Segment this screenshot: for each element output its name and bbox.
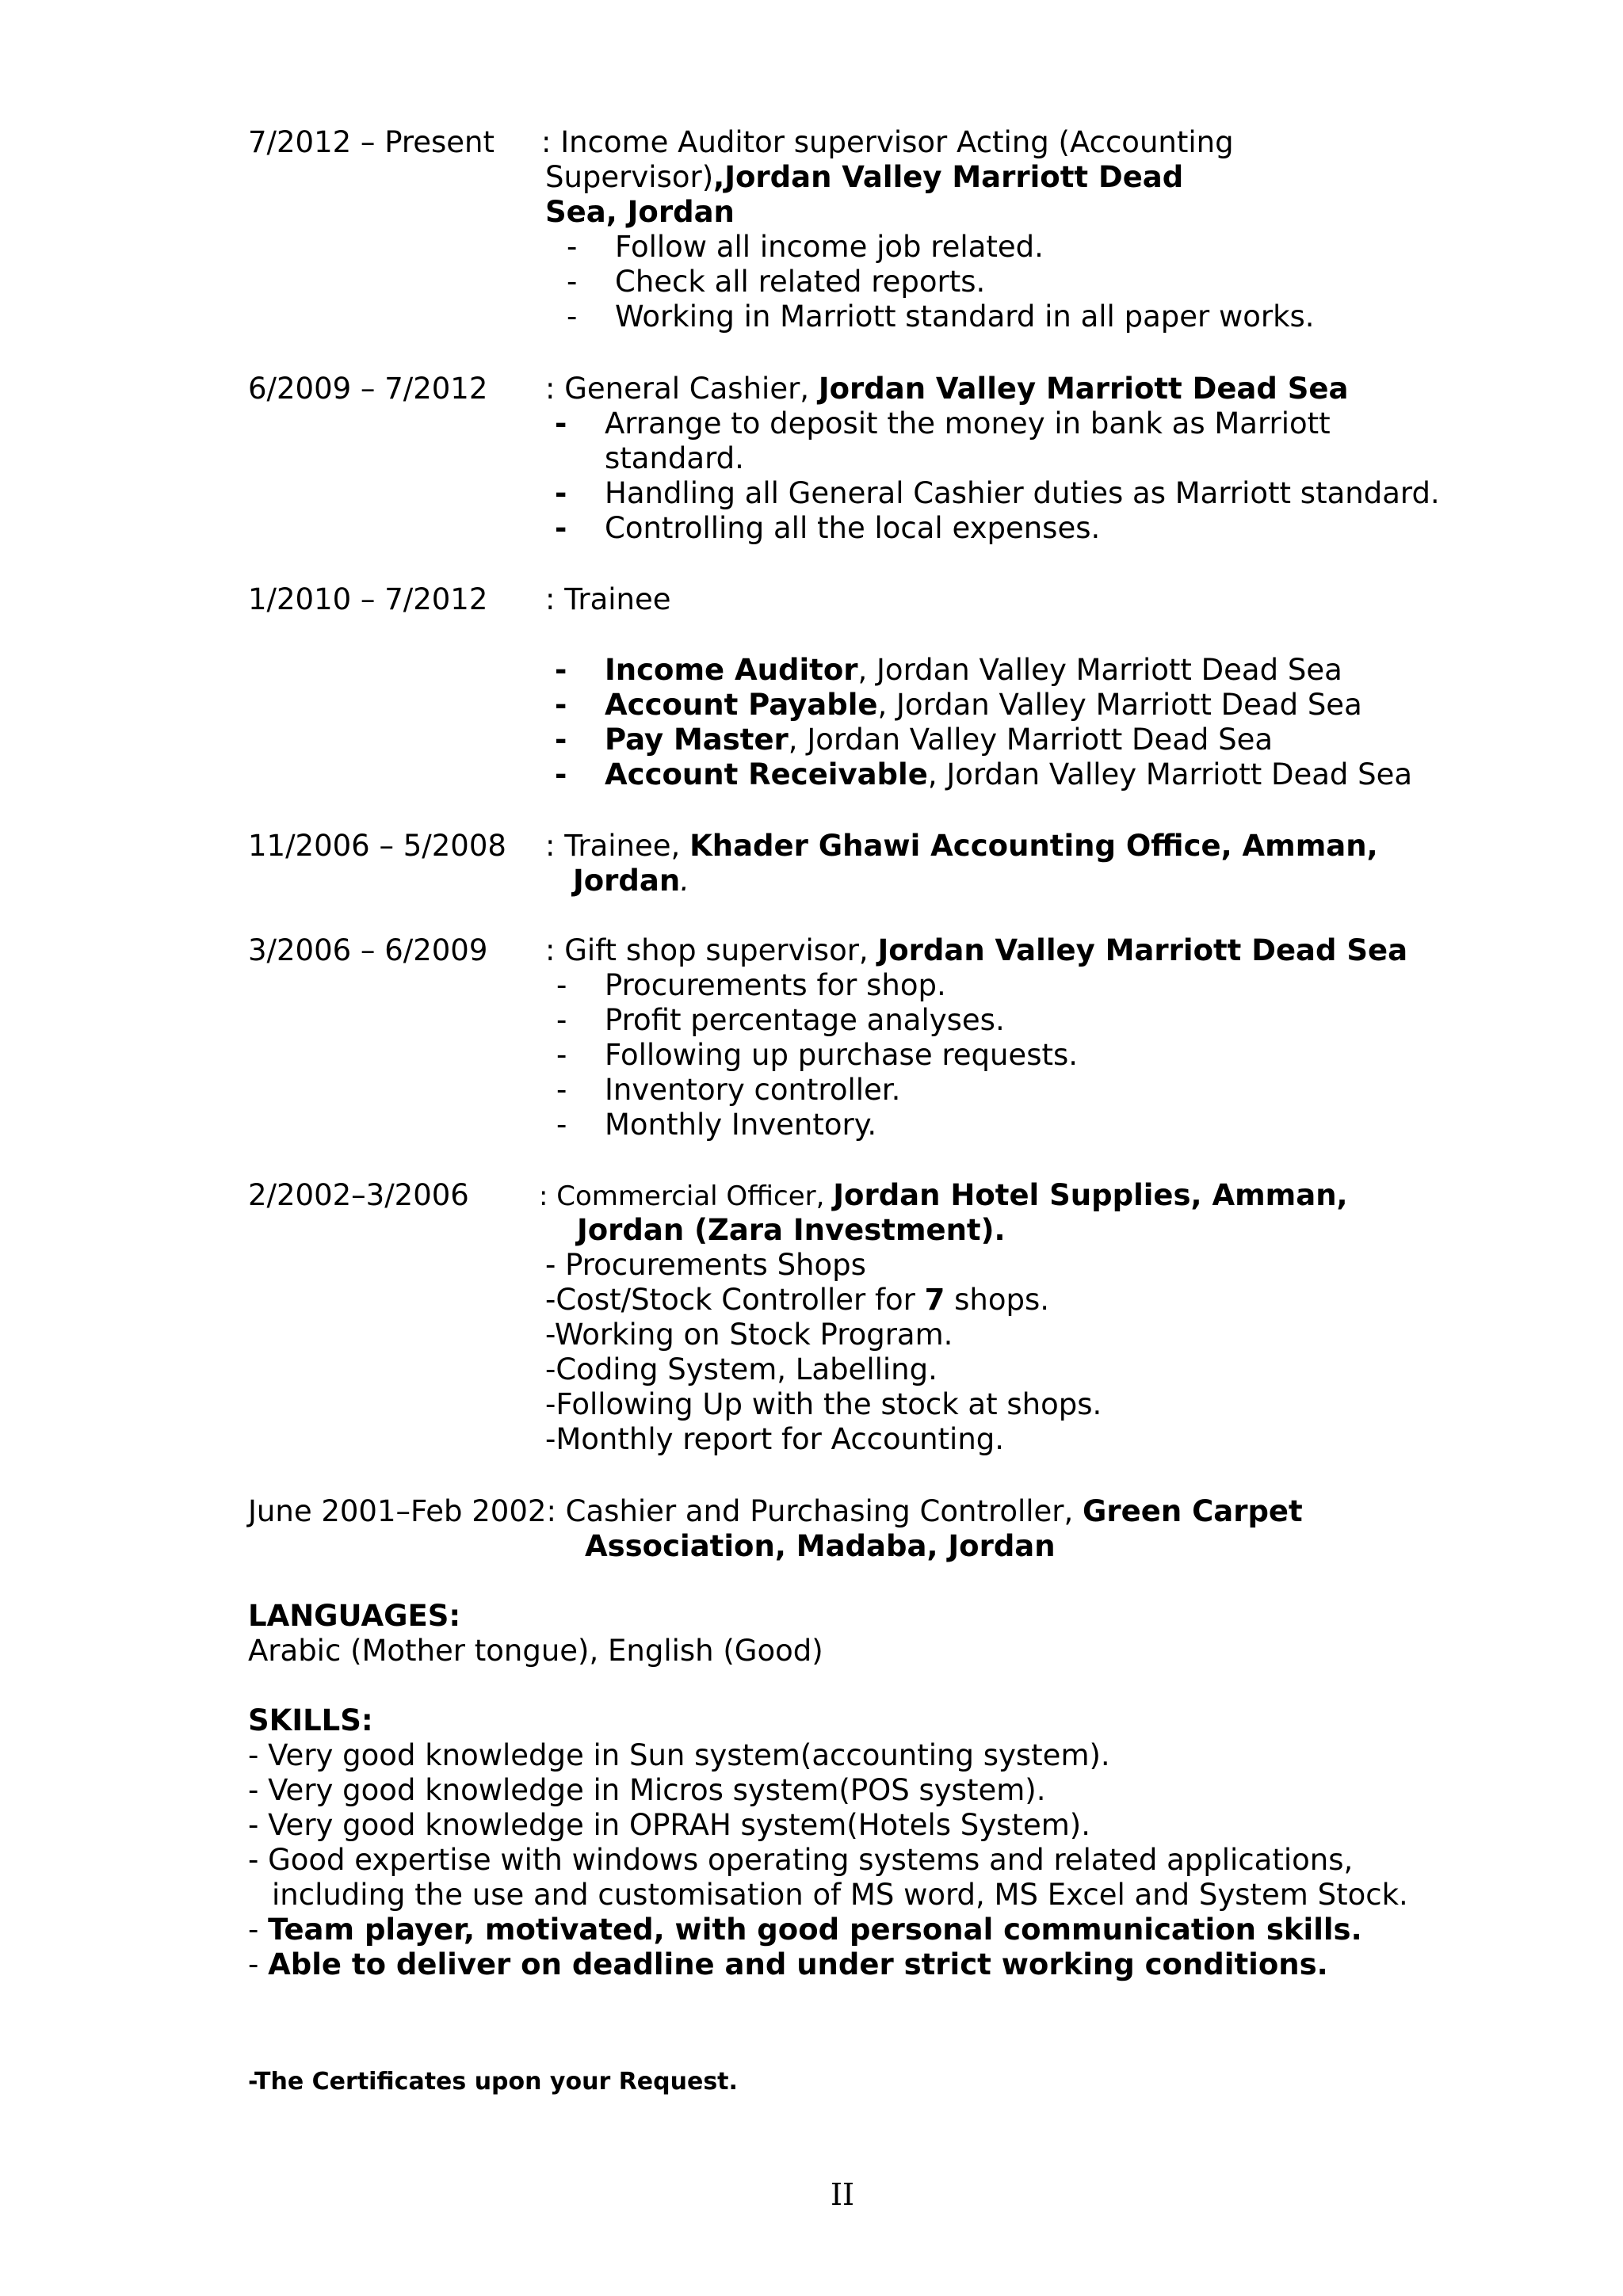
entry-item: Handling all General Cashier duties as Marriott standard.	[605, 476, 1440, 510]
bullet-dash: -	[555, 511, 567, 545]
entry-item: Inventory controller.	[605, 1073, 901, 1107]
entry-item: -Cost/Stock Controller for 7 shops.	[545, 1283, 1050, 1317]
bullet-dash: -	[556, 1108, 567, 1142]
bullet-dash: -	[555, 688, 567, 722]
bullet-dash: -	[555, 406, 567, 441]
entry-item: Follow all income job related.	[615, 230, 1044, 264]
skill-item: - Very good knowledge in Micros system(POS system).	[248, 1773, 1046, 1807]
entry-item: - Procurements Shops	[545, 1248, 866, 1282]
entry-item: -Working on Stock Program.	[545, 1318, 953, 1352]
entry-item: -Monthly report for Accounting.	[545, 1422, 1005, 1456]
bullet-dash: -	[556, 1038, 567, 1072]
entry-item: Monthly Inventory.	[605, 1108, 877, 1142]
entry-item: Profit percentage analyses.	[605, 1003, 1005, 1037]
bullet-dash: -	[567, 230, 578, 264]
entry-item: Following up purchase requests.	[605, 1038, 1079, 1072]
entry-date: June 2001–Feb 2002: Cashier and Purchasing Controller, Green Carpet	[248, 1494, 1303, 1528]
entry-title: Supervisor),Jordan Valley Marriott Dead	[545, 160, 1184, 194]
entry-date: 2/2002–3/2006	[248, 1178, 469, 1212]
entry-date: 6/2009 – 7/2012	[248, 372, 488, 406]
entry-title: : Trainee, Khader Ghawi Accounting Office, Amman,	[545, 829, 1378, 863]
entry-item: Income Auditor, Jordan Valley Marriott Dead Sea	[605, 653, 1342, 687]
skill-item: including the use and customisation of MS word, MS Excel and System Stock.	[272, 1878, 1408, 1912]
skill-item: - Team player, motivated, with good personal communication skills.	[248, 1913, 1362, 1947]
skills-heading: SKILLS:	[248, 1703, 373, 1737]
entry-item: Controlling all the local expenses.	[605, 511, 1101, 545]
entry-title: : Trainee	[545, 582, 671, 616]
entry-employer: Jordan (Zara Investment).	[577, 1213, 1006, 1247]
entry-item: Arrange to deposit the money in bank as Marriott	[605, 406, 1331, 441]
bullet-dash: -	[555, 757, 567, 791]
entry-item: standard.	[605, 441, 744, 475]
certificates-note: -The Certificates upon your Request.	[248, 2068, 738, 2096]
entry-title: : Commercial Officer, Jordan Hotel Supplies, Amman,	[539, 1178, 1348, 1212]
bullet-dash: -	[555, 476, 567, 510]
entry-title: : Income Auditor supervisor Acting (Accounting	[541, 125, 1234, 159]
bullet-dash: -	[567, 265, 578, 299]
skill-item: - Very good knowledge in Sun system(accounting system).	[248, 1738, 1110, 1772]
bullet-dash: -	[556, 1073, 567, 1107]
bullet-dash: -	[556, 968, 567, 1002]
languages-heading: LANGUAGES:	[248, 1599, 461, 1633]
bullet-dash: -	[555, 723, 567, 757]
entry-item: -Coding System, Labelling.	[545, 1352, 938, 1386]
entry-date: 3/2006 – 6/2009	[248, 933, 488, 967]
entry-employer: Association, Madaba, Jordan	[585, 1529, 1056, 1563]
entry-employer: Sea, Jordan	[545, 195, 735, 229]
bullet-dash: -	[556, 1003, 567, 1037]
entry-date: 11/2006 – 5/2008	[248, 829, 506, 863]
skill-item: - Very good knowledge in OPRAH system(Hotels System).	[248, 1808, 1090, 1842]
entry-date: 1/2010 – 7/2012	[248, 582, 488, 616]
entry-item: Account Payable, Jordan Valley Marriott Dead Sea	[605, 688, 1362, 722]
bullet-dash: -	[555, 653, 567, 687]
entry-item: Pay Master, Jordan Valley Marriott Dead Sea	[605, 723, 1274, 757]
entry-item: -Following Up with the stock at shops.	[545, 1387, 1102, 1421]
entry-item: Procurements for shop.	[605, 968, 946, 1002]
entry-employer: Jordan.	[573, 864, 689, 898]
entry-date: 7/2012 – Present	[248, 125, 495, 159]
entry-title: : Gift shop supervisor, Jordan Valley Marriott Dead Sea	[545, 933, 1408, 967]
entry-item: Working in Marriott standard in all paper works.	[615, 299, 1315, 334]
entry-item: Check all related reports.	[615, 265, 986, 299]
bullet-dash: -	[567, 299, 578, 334]
entry-item: Account Receivable, Jordan Valley Marriott Dead Sea	[605, 757, 1413, 791]
entry-title: : General Cashier, Jordan Valley Marriott Dead Sea	[545, 372, 1349, 406]
languages-text: Arabic (Mother tongue), English (Good)	[248, 1634, 823, 1668]
page-number: II	[831, 2177, 855, 2212]
skill-item: - Good expertise with windows operating systems and related applications,	[248, 1843, 1354, 1877]
skill-item: - Able to deliver on deadline and under strict working conditions.	[248, 1947, 1328, 1981]
